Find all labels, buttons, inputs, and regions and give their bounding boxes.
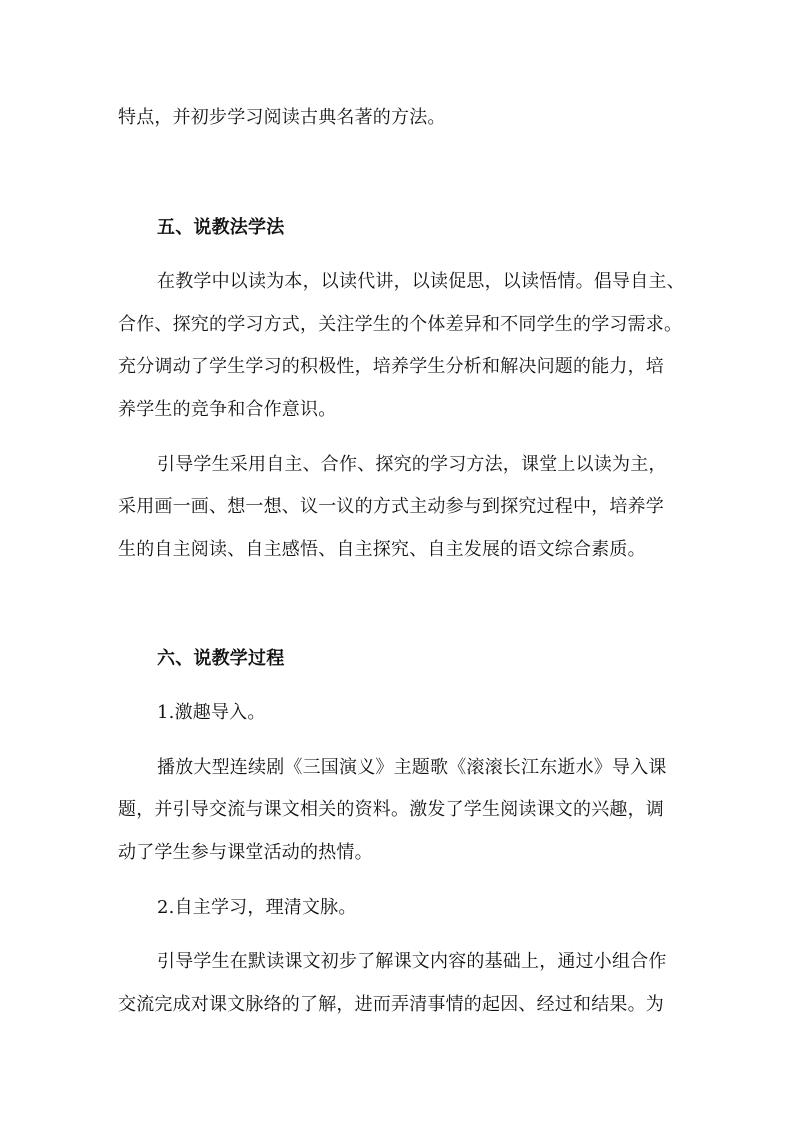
paragraph-line: 引导学生在默读课文初步了解课文内容的基础上，通过小组合作 xyxy=(157,951,667,972)
section-heading-teaching-methods: 五、说教法学法 xyxy=(157,217,285,238)
step-title: 2.自主学习，理清文脉。 xyxy=(157,897,357,918)
paragraph-line: 引导学生采用自主、合作、探究的学习方法，课堂上以读为主， xyxy=(157,454,667,475)
paragraph-line: 采用画一画、想一想、议一议的方式主动参与到探究过程中，培养学 xyxy=(118,496,664,517)
paragraph-line: 播放大型连续剧《三国演义》主题歌《滚滚长江东逝水》导入课 xyxy=(157,757,667,778)
paragraph-line: 在教学中以读为本，以读代讲，以读促思，以读悟情。倡导自主、 xyxy=(157,271,685,292)
section-heading-teaching-process: 六、说教学过程 xyxy=(157,648,285,669)
paragraph-line: 题，并引导交流与课文相关的资料。激发了学生阅读课文的兴趣，调 xyxy=(118,799,664,820)
paragraph-line: 充分调动了学生学习的积极性，培养学生分析和解决问题的能力，培 xyxy=(118,356,664,377)
continuation-line: 特点，并初步学习阅读古典名著的方法。 xyxy=(118,107,446,128)
paragraph-line: 交流完成对课文脉络的了解，进而弄清事情的起因、经过和结果。为 xyxy=(118,994,664,1015)
paragraph-line: 合作、探究的学习方式，关注学生的个体差异和不同学生的学习需求。 xyxy=(118,314,683,335)
paragraph-line: 动了学生参与课堂活动的热情。 xyxy=(118,842,373,863)
step-title: 1.激趣导入。 xyxy=(157,702,266,723)
paragraph-line: 生的自主阅读、自主感悟、自主探究、自主发展的语文综合素质。 xyxy=(118,539,646,560)
paragraph-line: 养学生的竞争和合作意识。 xyxy=(118,399,337,420)
